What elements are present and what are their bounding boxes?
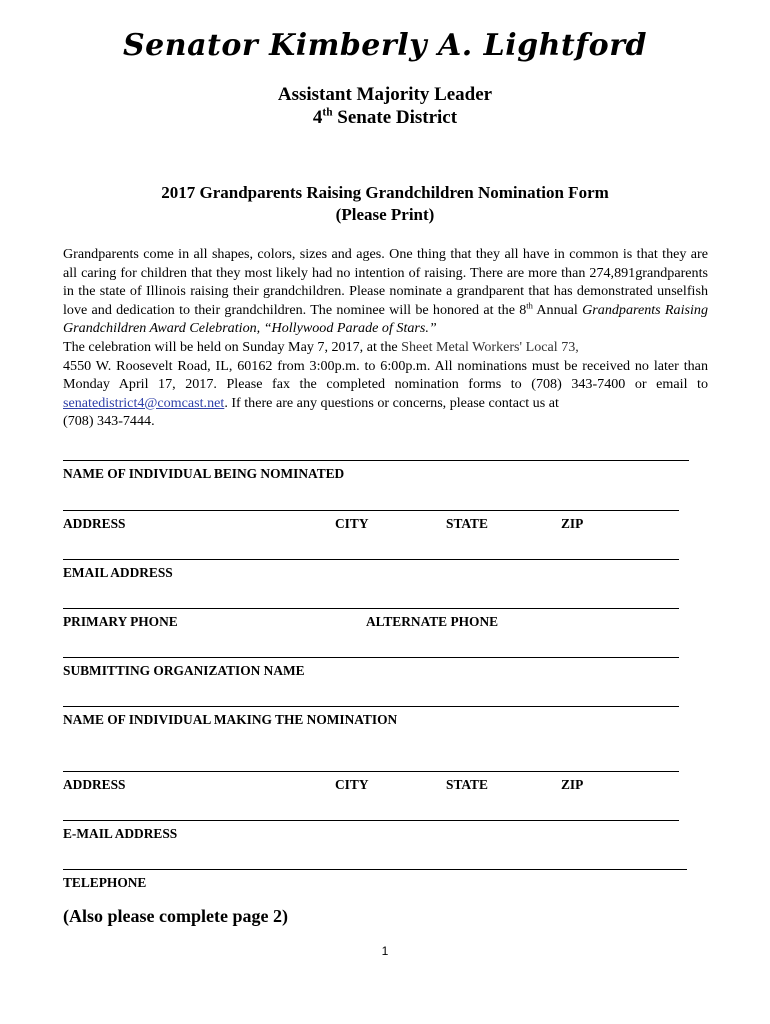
email-link[interactable]: senatedistrict4@comcast.net: [63, 394, 225, 411]
intro-paragraph: [63, 245, 708, 431]
org-name-line[interactable]: [63, 657, 679, 658]
email-label: EMAIL ADDRESS: [63, 565, 173, 580]
city2-label: CITY: [335, 777, 369, 792]
district-title: [0, 107, 770, 129]
alternate-phone-label: ALTERNATE PHONE: [366, 614, 499, 629]
district-number: 4: [312, 107, 323, 128]
form-title: 2017 Grandparents Raising Grandchildren Nomination Form: [161, 183, 609, 202]
zip-label: ZIP: [561, 516, 584, 531]
intro-text-5: (708) 343-7444.: [63, 413, 155, 430]
intro-text-1: Grandparents come in all shapes, colors, sizes and ages. One thing that they all have in common is that they are all caring for children that they most likely had no intention of raising. There are more than 274,891grandparents in the state of Illinois raising their grandchildren. Please nominate a grandparent that has demonstrated unselfish love and dedication to their grandchildren. The nominee will be honored at the 8: [63, 246, 708, 318]
address2-line[interactable]: [63, 771, 679, 772]
state2-label: STATE: [446, 777, 488, 792]
intro-ordinal: th: [526, 300, 533, 311]
district-text: Senate District: [332, 107, 458, 128]
district-ordinal: th: [322, 106, 333, 119]
nominator-name-label: NAME OF INDIVIDUAL MAKING THE NOMINATION: [63, 712, 398, 727]
email-line[interactable]: [63, 559, 679, 560]
nominee-name-line[interactable]: [63, 460, 689, 461]
org-name-label: SUBMITTING ORGANIZATION NAME: [63, 663, 305, 678]
page2-note: (Also please complete page 2): [63, 906, 288, 926]
email2-label: E-MAIL ADDRESS: [63, 826, 178, 841]
intro-text-3: 4550 W. Roosevelt Road, IL, 60162 from 3:00p.m. to 6:00p.m. All nominations must be received no later than Monday April 17, 2017. Please fax the completed nomination forms to (708) 343-7400 or email to: [63, 357, 708, 393]
form-subtitle: (Please Print): [335, 205, 435, 224]
phone-line[interactable]: [63, 608, 679, 609]
email2-line[interactable]: [63, 820, 679, 821]
assistant-title: Assistant Majority Leader: [277, 84, 493, 105]
address-line[interactable]: [63, 510, 679, 511]
state-label: STATE: [446, 516, 488, 531]
venue-name: Sheet Metal Workers' Local 73,: [401, 338, 579, 355]
telephone-label: TELEPHONE: [63, 875, 147, 890]
nominator-name-line[interactable]: [63, 706, 679, 707]
telephone-line[interactable]: [63, 869, 687, 870]
address-label: ADDRESS: [63, 516, 126, 531]
nominee-name-label: NAME OF INDIVIDUAL BEING NOMINATED: [63, 466, 345, 481]
event-name: Grandparents Raising Grandchildren Award Celebration, “Hollywood Parade of Stars.”: [63, 301, 708, 337]
zip2-label: ZIP: [561, 777, 584, 792]
address2-label: ADDRESS: [63, 777, 126, 792]
city-label: CITY: [335, 516, 369, 531]
page-number: 1: [381, 944, 389, 958]
intro-annual: Annual: [532, 301, 583, 318]
primary-phone-label: PRIMARY PHONE: [63, 614, 178, 629]
intro-text-4: . If there are any questions or concerns, please contact us at: [224, 394, 559, 411]
intro-text-2: The celebration will be held on Sunday May 7, 2017, at the: [63, 338, 402, 355]
senator-name-heading: Senator Kimberly A. Lightford: [123, 28, 647, 63]
